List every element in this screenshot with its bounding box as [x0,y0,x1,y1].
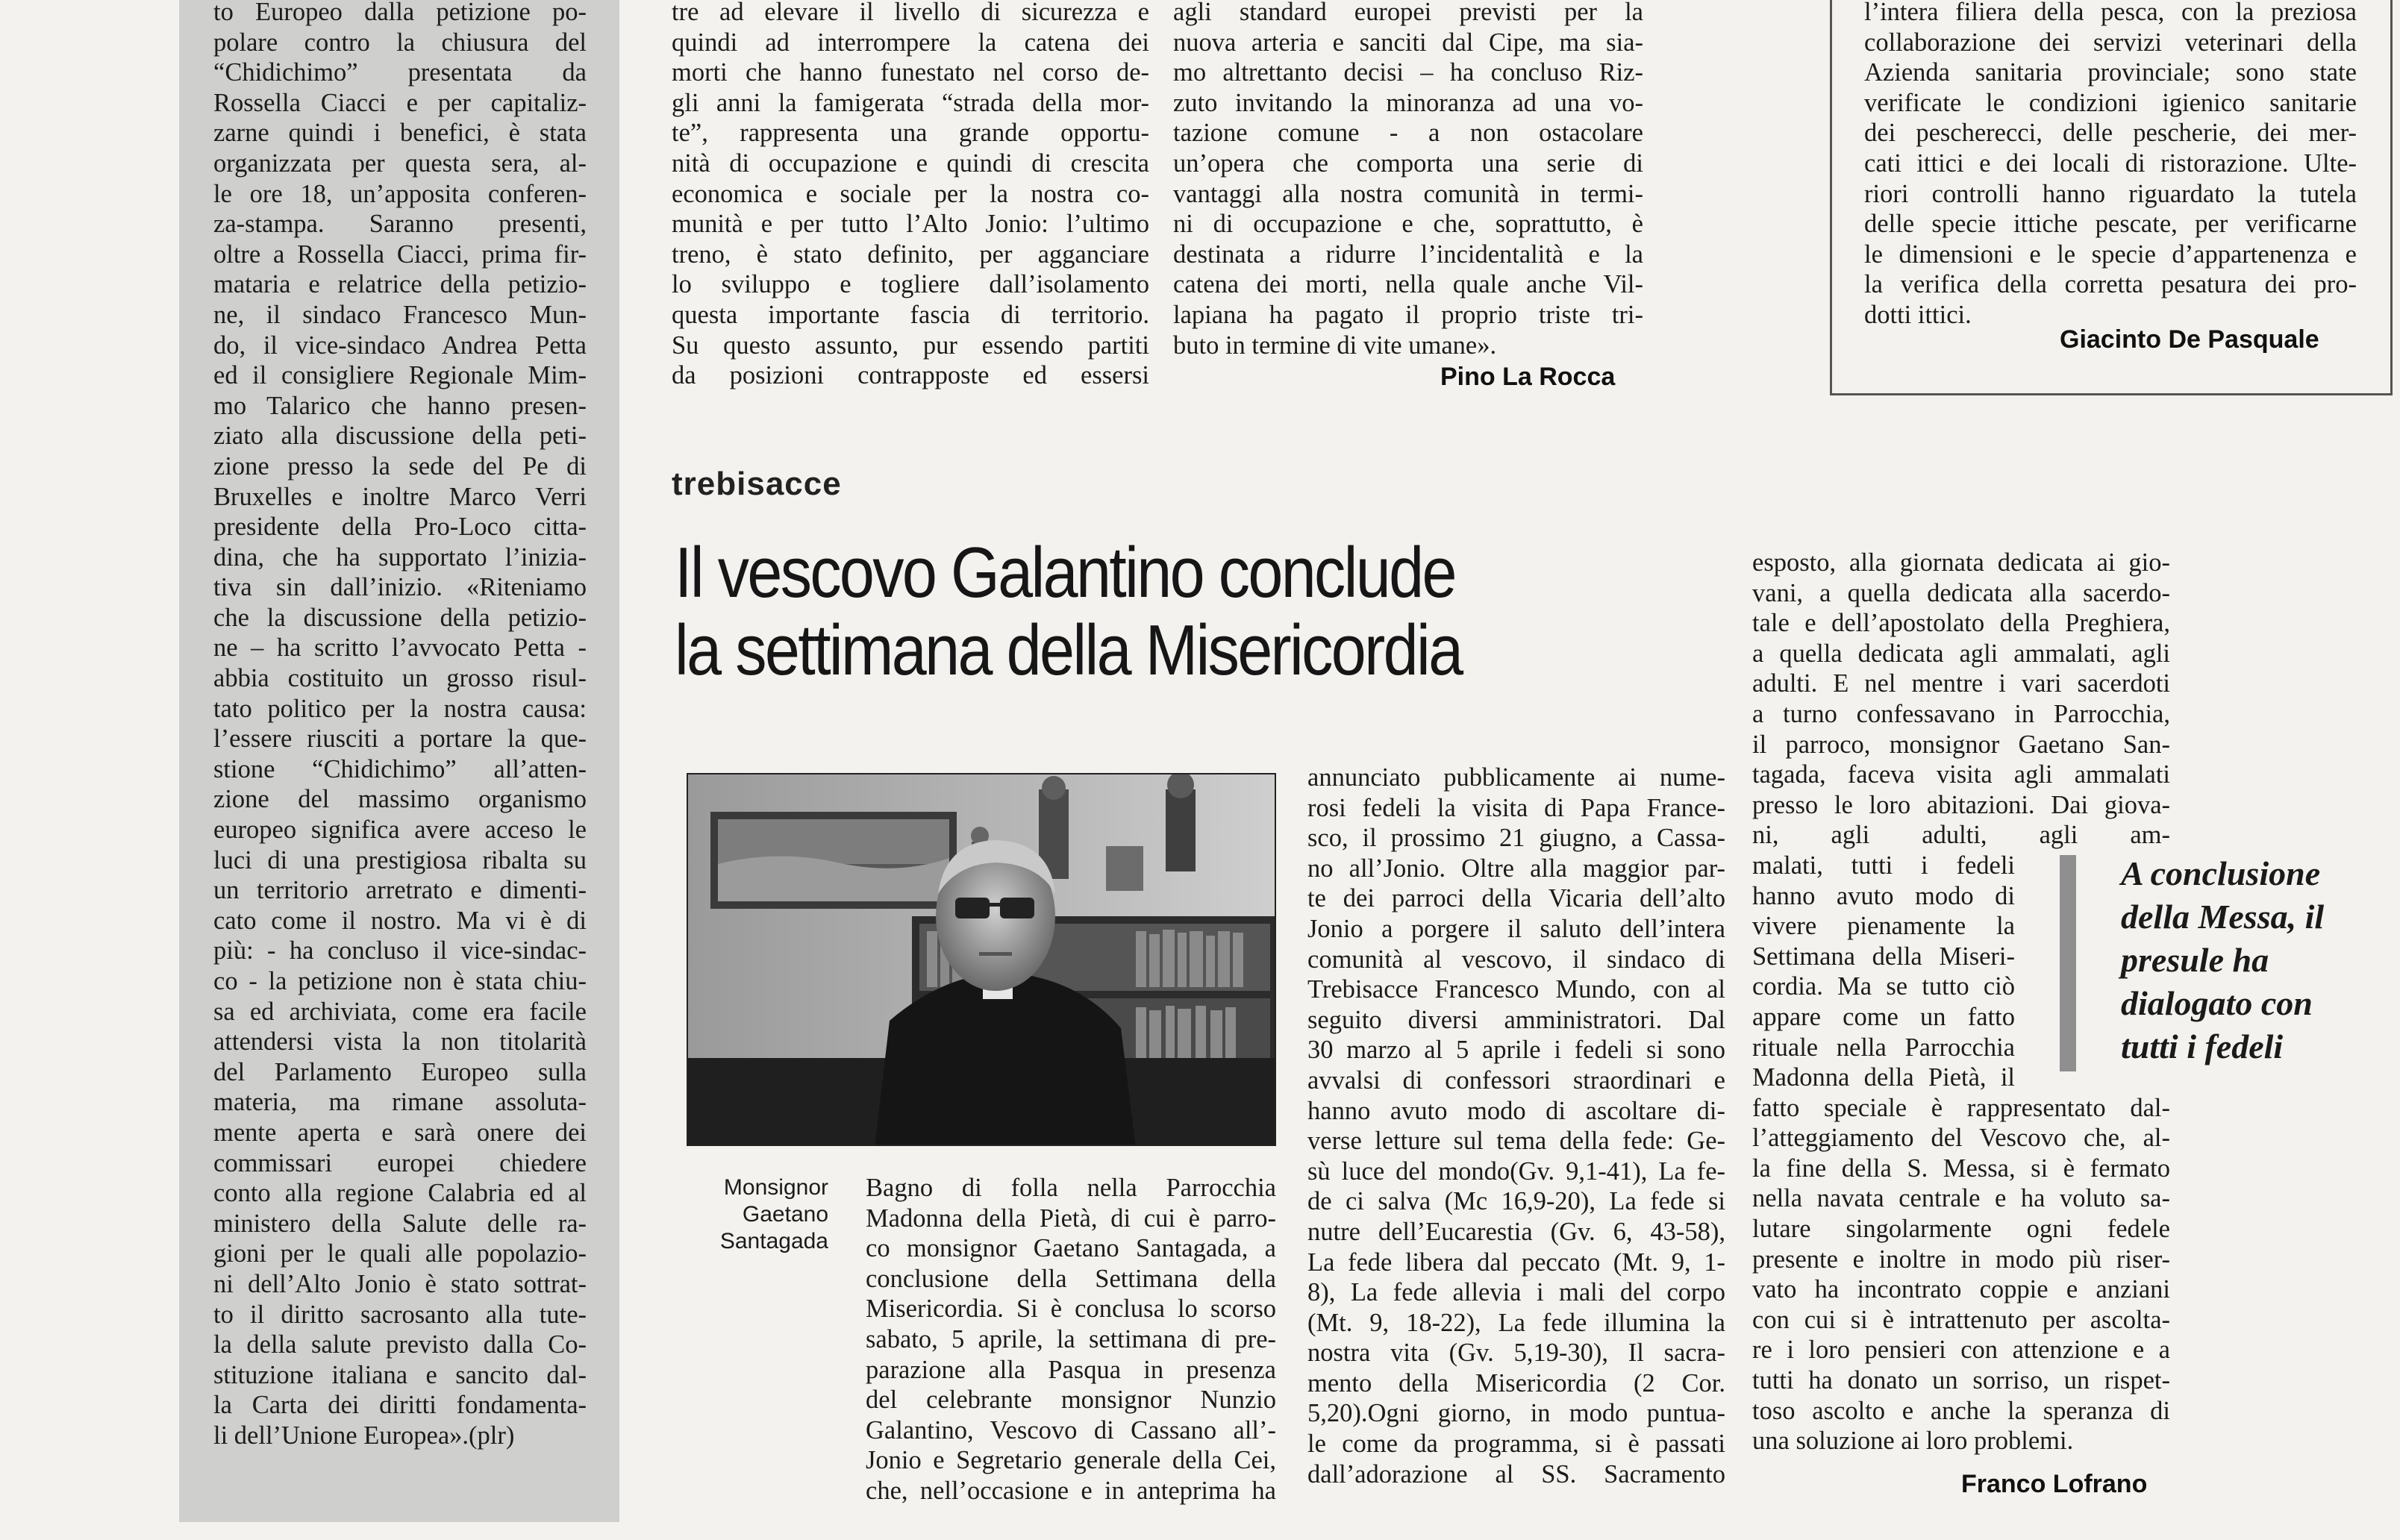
boxed-line: delle specie ittiche pescate, per verificarne [1864,210,2357,239]
top-mid-line: Su questo assunto, pur essendo partiti [672,331,1149,360]
top-mid-line: treno, è stato definito, per agganciare [672,240,1149,269]
left-column-line: abbia costituito un grosso risul- [213,664,587,693]
article-col3-line: tagada, faceva visita agli ammalati [1752,760,2170,789]
article-col2-line: sco, il prossimo 21 giugno, a Cassa- [1307,824,1725,853]
left-column-line: le ore 18, un’apposita conferen- [213,179,587,208]
left-column-line: zione del massimo organismo [213,785,587,814]
left-column-line: Rossella Ciacci e per capitaliz- [213,88,587,117]
top-mid-line: tre ad elevare il livello di sicurezza e [672,0,1149,26]
left-column-line: stione “Chidichimo” all’atten- [213,754,587,783]
article-col2-line: le come da programma, si è passati [1307,1430,1725,1459]
boxed-line: dotti ittici. [1864,300,1972,329]
left-column-line: organizzata per questa sera, al- [213,148,587,178]
boxed-line: collaborazione dei servizi veterinari della [1864,28,2357,57]
boxed-line: l’intera filiera della pesca, con la preziosa [1864,0,2357,26]
article-col2-line: Jonio a porgere il saluto dell’intera [1307,914,1725,943]
article-col1-line: co monsignor Gaetano Santagada, a [866,1234,1276,1263]
top-right-line: destinata a ridurre l’incidentalità e la [1173,240,1643,269]
left-column-line: Bruxelles e inoltre Marco Verri [213,482,587,511]
article-column-1 [866,1173,1276,1506]
top-mid-line: questa importante fascia di territorio. [672,300,1149,329]
article-col3-line: presente e inoltre in modo più riser- [1752,1245,2170,1274]
article-col3-line: malati, tutti i fedeli [1752,851,2015,880]
pullquote-bar [2060,855,2076,1071]
article-col1-line: conclusione della Settimana della [866,1264,1276,1293]
article-col1-line: sabato, 5 aprile, la settimana di pre- [866,1324,1276,1353]
top-mid-line: te”, rappresenta una grande opportu- [672,119,1149,148]
left-column-line: la Carta dei diritti fondamenta- [213,1391,587,1420]
boxed-line: verificate le condizioni igienico sanitarie [1864,88,2357,117]
article-col3-line: appare come un fatto [1752,1002,2015,1031]
top-mid-line: munità e per tutto l’Alto Jonio: l’ultimo [672,210,1149,239]
left-column-line: commissari europei chiedere [213,1148,587,1177]
article-col2-line: mento della Misericordia (2 Cor. [1307,1368,1725,1397]
top-article-column-1 [672,0,1149,391]
boxed-line: Azienda sanitaria provinciale; sono state [1864,58,2357,87]
article-col3-line: a turno confessavano in Parrocchia, [1752,699,2170,728]
article-col2-line: nostra vita (Gv. 5,19-30), Il sacra- [1307,1339,1725,1368]
caption-line: Santagada [719,1229,828,1253]
article-col2-line: avvalsi di confessori straordinari e [1307,1065,1725,1095]
article-col2-line: verse letture sul tema della fede: Ge- [1307,1127,1725,1156]
article-column-3 [1752,548,2170,1456]
top-right-line: agli standard europei previsti per la [1173,0,1643,26]
article-col3-line: lutare singolarmente ogni fedele [1752,1215,2170,1244]
article-col3-line: hanno avuto modo di [1752,881,2015,910]
left-column-line: li dell’Unione Europea».(plr) [213,1421,515,1450]
left-column-line: europeo significa avere acceso le [213,816,587,845]
article-col1-line: parazione alla Pasqua in presenza [866,1355,1276,1384]
left-column-line: presidente della Pro-Loco citta- [213,513,587,542]
article-col3-line: con cui si è intrattenuto per ascolta- [1752,1305,2170,1334]
article-column-2 [1307,763,1725,1489]
top-right-line: nuova arteria e sanciti dal Cipe, ma sia- [1173,28,1643,57]
left-column-line: mataria e relatrice della petizio- [213,270,587,299]
left-column-line: luci di una prestigiosa ribalta su [213,845,587,874]
article-col2-line: no all’Jonio. Oltre alla maggior par- [1307,854,1725,883]
byline-pino-la-rocca: Pino La Rocca [1440,363,1616,391]
article-col3-line: vato ha incontrato coppie e anziani [1752,1275,2170,1304]
top-right-line: buto in termine di vite umane». [1173,331,1497,360]
headline [675,534,1620,689]
left-column-line: to Europeo dalla petizione po- [213,0,587,26]
article-col3-line: ni, agli adulti, agli am- [1752,821,2170,850]
section-tag: trebisacce [672,466,842,502]
article-col2-line: rosi fedeli la visita di Papa France- [1307,793,1725,822]
left-column-line: ne, il sindaco Francesco Mun- [213,300,587,329]
top-right-line: ni di occupazione e che, soprattutto, è [1173,210,1643,239]
left-column-line: co - la petizione non è stata chiu- [213,967,587,995]
top-mid-line: economica e sociale per la nostra co- [672,179,1149,208]
article-col3-line: Settimana della Miseri- [1752,942,2015,971]
left-article-text [213,0,587,1451]
boxed-line: cati ittici e dei locali di ristorazione. Ulte- [1864,148,2357,178]
top-mid-line: morti che hanno funestato nel corso de- [672,58,1149,87]
article-col2-line: hanno avuto modo di ascoltare di- [1307,1096,1725,1125]
article-col2-line: 5,20).Ogni giorno, in modo puntua- [1307,1399,1725,1428]
pullquote: A conclusione della Messa, il presule ha dialogato con tutti i fedeli [2121,854,2325,1065]
left-column-line: “Chidichimo” presentata da [213,58,587,87]
article-col1-line: Galantino, Vescovo di Cassano all’- [866,1415,1276,1444]
left-column-line: polare contro la chiusura del [213,28,587,57]
article-col3-line: adulti. E nel mentre i vari sacerdoti [1752,669,2170,698]
left-column-line: mo Talarico che hanno presen- [213,391,587,420]
boxed-line: le dimensioni e le specie d’appartenenza e [1864,240,2357,269]
left-column-line: zione presso la sede del Pe di [213,451,587,481]
left-column-line: del Parlamento Europeo sulla [213,1057,587,1086]
article-col3-line: nella navata centrale e ha voluto sa- [1752,1184,2170,1213]
left-column-line: za-stampa. Saranno presenti, [213,210,587,239]
left-column-line: mente aperta e sarà onere dei [213,1118,587,1147]
left-column-line: ziato alla discussione della peti- [213,422,587,451]
left-column-line: cato come il nostro. Ma vi è di [213,906,587,935]
article-col1-line: Misericordia. Si è conclusa lo scorso [866,1295,1276,1324]
article-photo [687,773,1276,1146]
article-col3-line: tale e dell’apostolato della Preghiera, [1752,609,2170,638]
left-column-line: un territorio arretrato e dimenti- [213,876,587,905]
byline-giacinto-de-pasquale: Giacinto De Pasquale [2060,325,2319,354]
article-col3-line: re i loro pensieri con attenzione e a [1752,1336,2170,1365]
article-col2-line: sù luce del mondo(Gv. 9,1-41), La fe- [1307,1156,1725,1186]
headline-line-2: la settimana della Misericordia [675,610,1462,690]
article-col2-line: Trebisacce Francesco Mundo, con al [1307,975,1725,1004]
caption-line: Gaetano [742,1202,828,1227]
article-col2-line: seguito diversi amministratori. Dal [1307,1005,1725,1034]
article-col2-line: 30 marzo al 5 aprile i fedeli si sono [1307,1036,1725,1065]
left-column-line: to il diritto sacrosanto alla tute- [213,1300,587,1329]
top-right-line: zuto invitando la minoranza ad una vo- [1173,88,1643,117]
top-mid-line: gli anni la famigerata “strada della mor- [672,88,1149,117]
left-column-line: tiva sin dall’inizio. «Riteniamo [213,573,587,602]
byline-franco-lofrano: Franco Lofrano [1961,1470,2148,1498]
article-col2-line: annunciato pubblicamente ai nume- [1307,763,1725,792]
caption-line: Monsignor [723,1175,828,1200]
article-col2-line: La fede libera dal peccato (Mt. 9, 1- [1307,1248,1725,1277]
article-col3-line: rituale nella Parrocchia [1752,1033,2015,1062]
left-column-line: ministero della Salute delle ra- [213,1209,587,1238]
boxed-article-text [1864,0,2357,331]
left-column-line: gioni per le quali alle popolazio- [213,1239,587,1268]
article-col1-line: che, nell’occasione e in anteprima ha [866,1476,1276,1505]
left-column-line: conto alla regione Calabria ed al [213,1179,587,1208]
boxed-line: riori controlli hanno riguardato la tutela [1864,179,2357,208]
article-col3-line: vivere pienamente la [1752,912,2015,941]
left-column-line: ne – ha scritto l’avvocato Petta - [213,633,587,663]
article-col1-line: del celebrante monsignor Nunzio [866,1386,1276,1415]
article-col3-line: esposto, alla giornata dedicata ai gio- [1752,548,2170,577]
left-column-line: sa ed archiviata, come era facile [213,997,587,1026]
article-col1-line: Jonio e Segretario generale della Cei, [866,1446,1276,1475]
top-mid-line: da posizioni contrapposte ed essersi [672,361,1149,390]
article-col2-line: 8), La fede allevia i mali del corpo [1307,1278,1725,1307]
left-column-line: attendersi vista la non titolarità [213,1027,587,1057]
left-column-line: ed il consigliere Regionale Mim- [213,361,587,390]
top-mid-line: nità di occupazione e quindi di crescita [672,148,1149,178]
article-col2-line: te dei parroci della Vicaria dell’alto [1307,884,1725,913]
top-right-line: catena dei morti, nella quale anche Vil- [1173,270,1643,299]
article-col2-line: comunità al vescovo, il sindaco di [1307,945,1725,974]
article-col3-line: toso ascolto e anche la speranza di [1752,1396,2170,1425]
article-col2-line: nutre dell’Eucarestia (Gv. 6, 43-58), [1307,1217,1725,1246]
article-col3-line: a quella dedicata agli ammalati, agli [1752,639,2170,668]
top-mid-line: quindi ad interrompere la catena dei [672,28,1149,57]
headline-line-1: Il vescovo Galantino conclude [675,533,1455,613]
left-column-line: materia, ma rimane assoluta- [213,1088,587,1117]
left-column-line: l’essere riusciti a portare la que- [213,724,587,754]
left-column-line: zarne quindi i benefici, è stata [213,119,587,148]
left-column-line: oltre a Rossella Ciacci, prima fir- [213,240,587,269]
left-column-line: più: - ha concluso il vice-sindac- [213,936,587,965]
top-right-line: lapiana ha pagato il proprio triste tri- [1173,300,1643,329]
article-col3-line: presso le loro abitazioni. Dai giova- [1752,790,2170,819]
article-col2-line: de ci salva (Mc 16,9-20), La fede si [1307,1187,1725,1216]
boxed-line: la verifica della corretta pesatura dei pro- [1864,270,2357,299]
left-column-line: do, il vice-sindaco Andrea Petta [213,331,587,360]
article-col3-line: il parroco, monsignor Gaetano San- [1752,730,2170,759]
article-col2-line: dall’adorazione al SS. Sacramento [1307,1459,1725,1489]
photo-caption [694,1174,828,1255]
top-right-line: mo altrettanto decisi – ha concluso Riz- [1173,58,1643,87]
top-mid-line: lo sviluppo e togliere dall’isolamento [672,270,1149,299]
top-article-column-2 [1173,0,1643,360]
left-column-line: stituzione italiana e sancito dal- [213,1360,587,1389]
article-col3-line: fatto speciale è rappresentato dal- [1752,1093,2170,1122]
left-column-line: tato politico per la nostra causa: [213,694,587,723]
left-column-line: ni dell’Alto Jonio è stato sottrat- [213,1269,587,1298]
left-column-line: dina, che ha supportato l’inizia- [213,542,587,572]
article-col3-line: la fine della S. Messa, si è fermato [1752,1154,2170,1183]
top-right-line: vantaggi alla nostra comunità in termi- [1173,179,1643,208]
article-col3-line: Madonna della Pietà, il [1752,1063,2015,1092]
article-col2-line: (Mt. 9, 18-22), La fede illumina la [1307,1308,1725,1337]
article-col3-line: una soluzione ai loro problemi. [1752,1427,2074,1456]
article-col1-line: Madonna della Pietà, di cui è parro- [866,1203,1276,1233]
article-col3-line: vani, a quella dedicata alla sacerdo- [1752,578,2170,607]
left-column-line: la della salute previsto dalla Co- [213,1330,587,1359]
boxed-line: dei pescherecci, delle pescherie, dei mer- [1864,119,2357,148]
article-col1-line: Bagno di folla nella Parrocchia [866,1174,1276,1202]
top-right-line: un’opera che comporta una serie di [1173,148,1643,178]
top-right-line: tazione comune - a non ostacolare [1173,119,1643,148]
left-column-line: che la discussione della petizio- [213,603,587,632]
article-col3-line: tutti ha donato un sorriso, un rispet- [1752,1366,2170,1395]
article-col3-line: l’atteggiamento del Vescovo che, al- [1752,1124,2170,1153]
article-col3-line: cordia. Ma se tutto ciò [1752,972,2015,1001]
